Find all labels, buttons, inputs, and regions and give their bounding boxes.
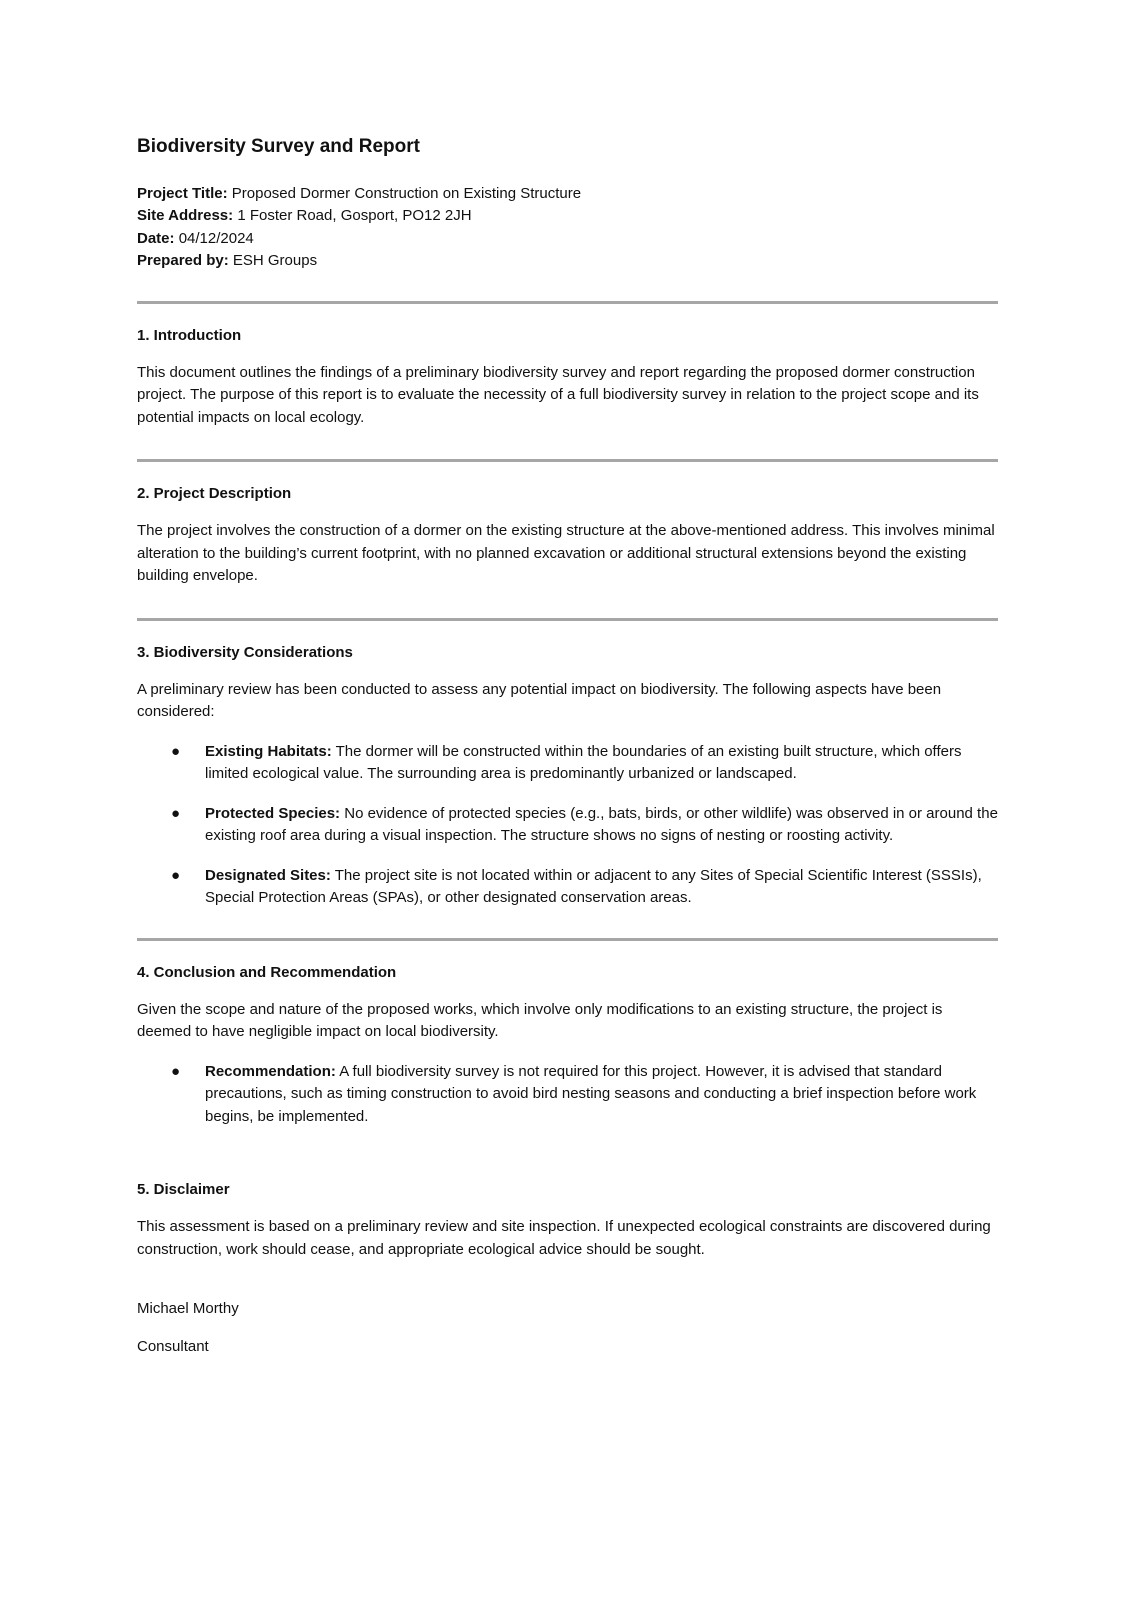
document-title: Biodiversity Survey and Report bbox=[137, 136, 420, 157]
section-heading-conclusion: 4. Conclusion and Recommendation bbox=[137, 963, 397, 981]
meta-prepared-by bbox=[137, 250, 998, 273]
section-divider bbox=[137, 938, 998, 941]
meta-value: ESH Groups bbox=[232, 252, 318, 270]
meta-label: Prepared by: bbox=[137, 252, 229, 270]
section-divider bbox=[137, 301, 998, 304]
bullet-text: No evidence of protected species (e.g., bats, birds, or other wildlife) was observed in or around the existing roof area during a visual inspection. The structure shows no signs of nesting or roosting activity. bbox=[205, 804, 998, 845]
biodiversity-list bbox=[137, 741, 998, 910]
list-item-existing-habitats bbox=[137, 741, 998, 786]
section-divider bbox=[137, 459, 998, 462]
conclusion-list bbox=[137, 1061, 998, 1129]
introduction-text: This document outlines the findings of a preliminary biodiversity survey and report regarding the proposed dormer construction project. The purpose of this report is to evaluate the necessity of a full biodiversity survey in relation to the project scope and its potential impacts on local ecology. bbox=[137, 363, 979, 426]
project-meta bbox=[137, 183, 998, 273]
meta-label: Date: bbox=[137, 229, 175, 247]
section-heading-disclaimer: 5. Disclaimer bbox=[137, 1181, 230, 1199]
document-body bbox=[137, 136, 998, 1357]
conclusion-text: Given the scope and nature of the proposed works, which involve only modifications to an existing structure, the project is deemed to have negligible impact on local biodiversity. bbox=[137, 1000, 943, 1041]
list-item-designated-sites bbox=[137, 865, 998, 910]
meta-label: Site Address: bbox=[137, 207, 234, 225]
meta-site-address bbox=[137, 205, 998, 228]
meta-project-title bbox=[137, 183, 998, 206]
section-heading-project-description: 2. Project Description bbox=[137, 485, 292, 503]
signature-name: Michael Morthy bbox=[137, 1300, 239, 1318]
bullet-label: Existing Habitats: bbox=[205, 742, 332, 760]
meta-value: 1 Foster Road, Gosport, PO12 2JH bbox=[237, 207, 472, 225]
bullet-label: Designated Sites: bbox=[205, 866, 331, 884]
bullet-text: The project site is not located within or adjacent to any Sites of Special Scientific Interest (SSSIs), Special Protection Areas (SPAs), or other designated conservation areas. bbox=[205, 866, 982, 907]
list-item-protected-species bbox=[137, 803, 998, 848]
biodiversity-intro-text: A preliminary review has been conducted to assess any potential impact on biodiversity. The following aspects have been considered: bbox=[137, 680, 942, 721]
bullet-icon: ● bbox=[171, 866, 181, 884]
bullet-label: Recommendation: bbox=[205, 1062, 336, 1080]
project-description-text: The project involves the construction of a dormer on the existing structure at the above-mentioned address. This involves minimal alteration to the building’s current footprint, with no planned excavation or additional structural extensions beyond the existing building envelope. bbox=[137, 522, 995, 585]
section-heading-biodiversity: 3. Biodiversity Considerations bbox=[137, 643, 353, 661]
bullet-text: A full biodiversity survey is not required for this project. However, it is advised that standard precautions, such as timing construction to avoid bird nesting seasons and conducting a brief inspection before work begins, be implemented. bbox=[205, 1062, 977, 1125]
bullet-icon: ● bbox=[171, 1062, 181, 1080]
disclaimer-text: This assessment is based on a preliminary review and site inspection. If unexpected ecological constraints are discovered during construction, work should cease, and appropriate ecological advice should be sought. bbox=[137, 1218, 991, 1258]
bullet-icon: ● bbox=[171, 804, 181, 822]
section-heading-introduction: 1. Introduction bbox=[137, 326, 242, 344]
section-divider bbox=[137, 618, 998, 621]
meta-date bbox=[137, 228, 998, 251]
bullet-icon: ● bbox=[171, 742, 181, 760]
meta-label: Project Title: bbox=[137, 184, 228, 202]
bullet-text: The dormer will be constructed within the boundaries of an existing built structure, which offers limited ecological value. The surrounding area is predominantly urbanized or landscaped. bbox=[205, 742, 962, 783]
bullet-label: Protected Species: bbox=[205, 804, 341, 822]
signature-role: Consultant bbox=[137, 1338, 209, 1356]
meta-value: Proposed Dormer Construction on Existing Structure bbox=[231, 184, 582, 202]
meta-value: 04/12/2024 bbox=[178, 229, 254, 247]
list-item-recommendation bbox=[137, 1061, 998, 1129]
